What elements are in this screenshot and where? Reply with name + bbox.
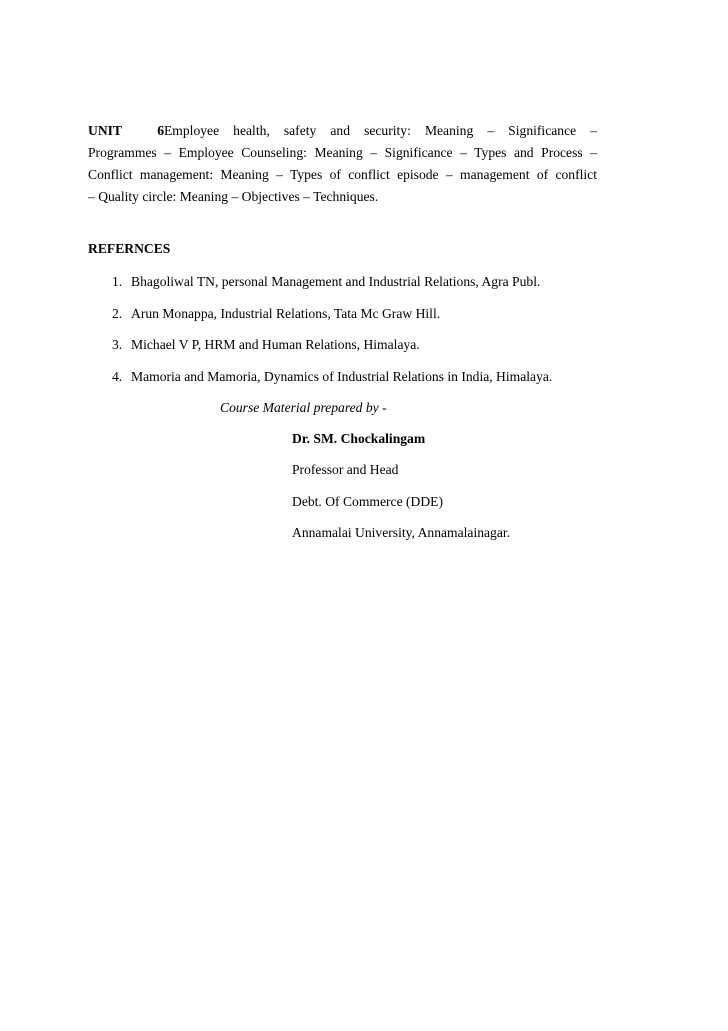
author-name: Dr. SM. Chockalingam bbox=[292, 431, 426, 446]
unit-line-1 bbox=[88, 120, 597, 142]
reference-number: 3. bbox=[112, 337, 123, 352]
reference-item bbox=[112, 274, 552, 306]
reference-number: 1. bbox=[112, 274, 123, 289]
reference-item bbox=[112, 337, 552, 369]
unit-text-1: Employee health, safety and security: Meaning – Significance – bbox=[164, 123, 597, 138]
reference-item bbox=[112, 306, 552, 338]
author-department: Debt. Of Commerce (DDE) bbox=[292, 493, 443, 509]
reference-text: Mamoria and Mamoria, Dynamics of Industrial Relations in India, Himalaya. bbox=[131, 368, 553, 384]
unit-section bbox=[88, 120, 597, 208]
author-institution: Annamalai University, Annamalainagar. bbox=[292, 524, 511, 540]
references-list bbox=[112, 274, 552, 400]
unit-line-2: Programmes – Employee Counseling: Meaning – Significance – Types and Process – bbox=[88, 145, 597, 160]
reference-number: 4. bbox=[112, 368, 123, 384]
reference-text: Bhagoliwal TN, personal Management and Industrial Relations, Agra Publ. bbox=[131, 274, 541, 289]
author-block bbox=[292, 431, 510, 556]
unit-line-3: Conflict management: Meaning – Types of conflict episode – management of conflict bbox=[88, 167, 597, 182]
reference-number: 2. bbox=[112, 305, 123, 321]
reference-item bbox=[112, 369, 552, 401]
reference-text: Michael V P, HRM and Human Relations, Himalaya. bbox=[131, 337, 420, 352]
prepared-by-line: Course Material prepared by - bbox=[220, 400, 387, 415]
reference-text: Arun Monappa, Industrial Relations, Tata Mc Graw Hill. bbox=[131, 305, 441, 321]
author-designation: Professor and Head bbox=[292, 462, 399, 478]
references-heading: REFERNCES bbox=[88, 241, 171, 256]
unit-line-4: – Quality circle: Meaning – Objectives – Techniques. bbox=[88, 189, 379, 204]
unit-label: UNIT 6 bbox=[88, 123, 164, 138]
